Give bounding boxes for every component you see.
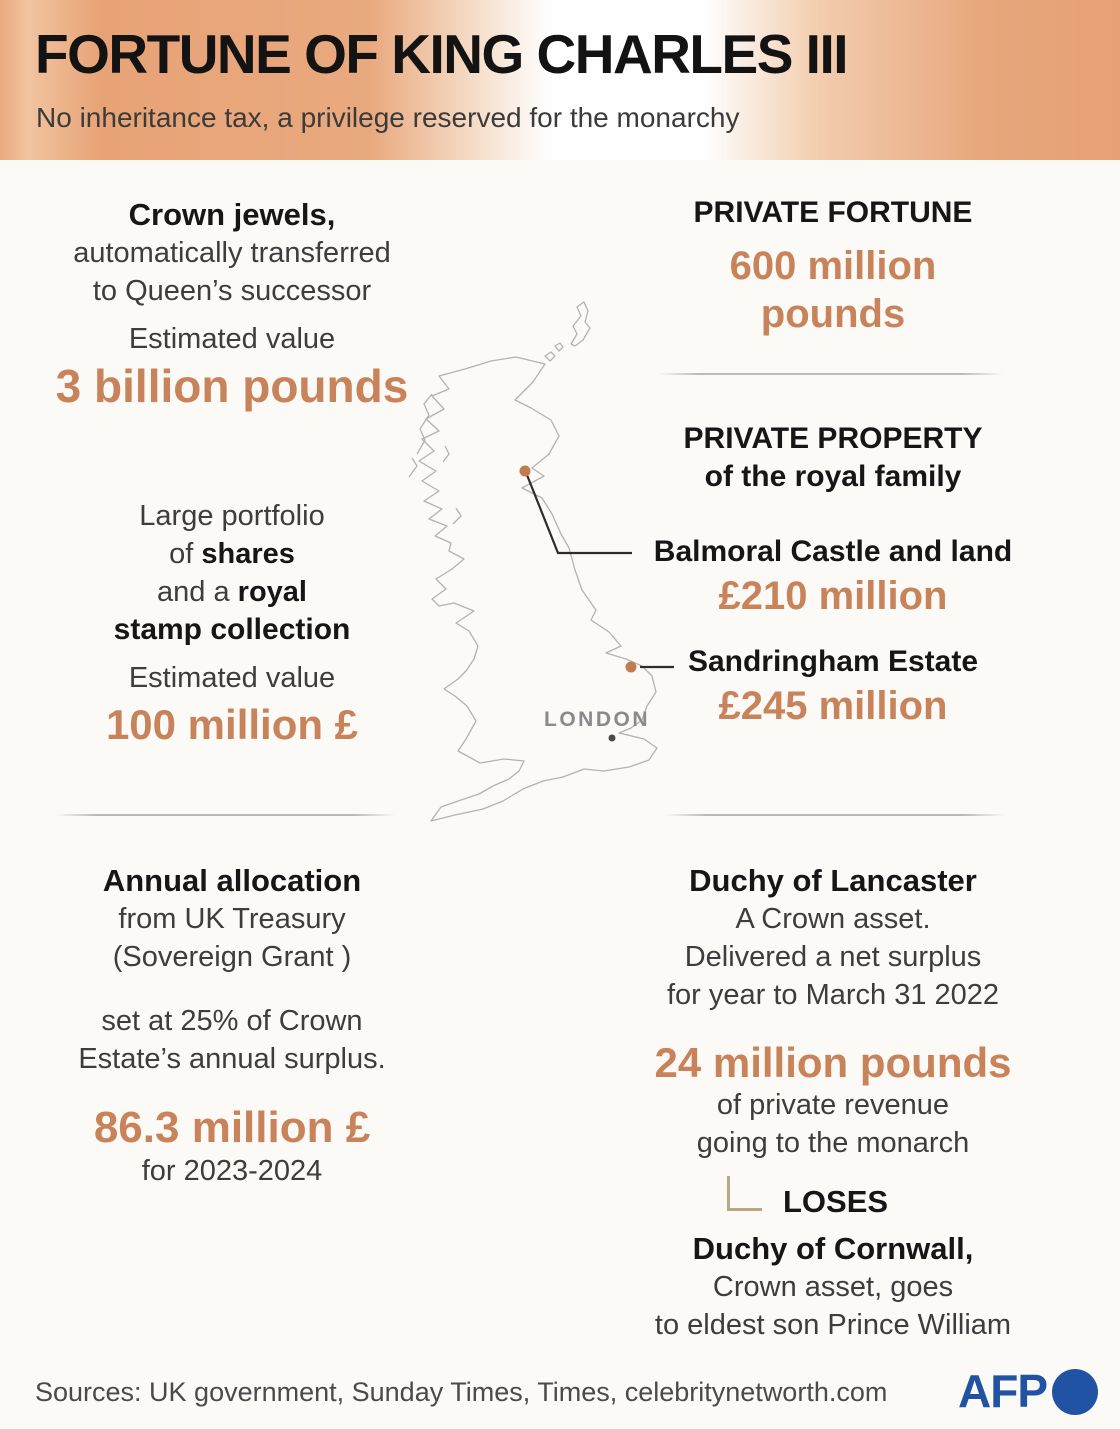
private-fortune-section xyxy=(623,194,1043,338)
crown-jewels-line1: automatically transferred xyxy=(73,237,391,269)
annual-allocation-heading: Annual allocation xyxy=(102,863,362,898)
loses-label: LOSES xyxy=(783,1184,889,1219)
crown-jewels-estimated-label: Estimated value xyxy=(128,323,336,355)
portfolio-line2-pre: of xyxy=(169,538,202,570)
page-subtitle: No inheritance tax, a privilege reserved for the monarchy xyxy=(36,102,740,133)
sandringham-item xyxy=(623,643,1043,731)
private-fortune-heading: PRIVATE FORTUNE xyxy=(693,196,973,229)
duchy-cornwall-line2: to eldest son Prince William xyxy=(654,1309,1012,1341)
duchy-lancaster-section xyxy=(623,862,1043,1162)
crown-jewels-line2: to Queen’s successor xyxy=(92,275,372,307)
portfolio-line3-bold: royal xyxy=(237,576,307,608)
portfolio-line3 xyxy=(22,573,442,611)
balmoral-name: Balmoral Castle and land xyxy=(653,535,1013,568)
annual-allocation-line3: set at 25% of Crown xyxy=(101,1005,363,1037)
divider-private-fortune xyxy=(658,373,1003,375)
portfolio-line4: stamp collection xyxy=(113,613,351,646)
afp-logo xyxy=(958,1364,1098,1418)
balmoral-value: £210 million xyxy=(718,574,948,618)
annual-allocation-section xyxy=(22,862,442,1190)
duchy-lancaster-value: 24 million pounds xyxy=(654,1039,1012,1086)
annual-allocation-period: for 2023-2024 xyxy=(141,1155,323,1187)
sandringham-marker xyxy=(626,662,637,673)
private-property-heading1: PRIVATE PROPERTY xyxy=(683,422,983,455)
divider-right xyxy=(665,814,1005,816)
duchy-cornwall-line1: Crown asset, goes xyxy=(712,1271,954,1303)
london-marker xyxy=(609,735,616,742)
sandringham-value: £245 million xyxy=(718,684,948,728)
duchy-cornwall-heading: Duchy of Cornwall, xyxy=(692,1231,974,1266)
portfolio-line1: Large portfolio xyxy=(139,500,325,532)
duchy-cornwall-section xyxy=(623,1230,1043,1344)
uk-coastline xyxy=(409,302,657,821)
annual-allocation-line4: Estate’s annual surplus. xyxy=(78,1043,386,1075)
uk-map xyxy=(395,282,685,822)
duchy-lancaster-line4: of private revenue xyxy=(716,1089,950,1121)
portfolio-section xyxy=(22,497,442,753)
balmoral-leader-line xyxy=(527,475,632,553)
portfolio-line2 xyxy=(22,535,442,573)
balmoral-marker xyxy=(520,466,531,477)
portfolio-estimated-label: Estimated value xyxy=(128,662,336,694)
london-label: LONDON xyxy=(544,708,650,731)
duchy-lancaster-line1: A Crown asset. xyxy=(735,903,931,935)
portfolio-line3-pre: and a xyxy=(157,576,238,608)
sandringham-name: Sandringham Estate xyxy=(687,645,979,678)
afp-logo-circle-icon xyxy=(1052,1369,1098,1415)
private-property-section xyxy=(623,420,1043,496)
private-property-heading2: of the royal family xyxy=(704,460,962,493)
loses-elbow-connector xyxy=(727,1176,762,1211)
portfolio-value: 100 million £ xyxy=(105,701,359,748)
annual-allocation-line1: from UK Treasury xyxy=(118,903,346,935)
balmoral-item xyxy=(623,533,1043,621)
duchy-lancaster-heading: Duchy of Lancaster xyxy=(689,863,977,898)
portfolio-line2-bold: shares xyxy=(201,538,295,570)
duchy-lancaster-line2: Delivered a net surplus xyxy=(684,941,982,973)
crown-jewels-value: 3 billion pounds xyxy=(55,360,409,412)
duchy-lancaster-line3: for year to March 31 2022 xyxy=(666,979,1000,1011)
header-banner xyxy=(0,0,1120,160)
annual-allocation-value: 86.3 million £ xyxy=(93,1103,371,1152)
page-title: FORTUNE OF KING CHARLES III xyxy=(35,23,847,85)
private-fortune-value: 600 million pounds xyxy=(729,244,937,336)
afp-logo-text: AFP xyxy=(958,1365,1047,1417)
annual-allocation-line2: (Sovereign Grant ) xyxy=(112,941,352,973)
crown-jewels-section xyxy=(22,196,442,414)
divider-left xyxy=(55,814,395,816)
crown-jewels-heading: Crown jewels, xyxy=(128,197,336,232)
sources-text: Sources: UK government, Sunday Times, Times, celebritynetworth.com xyxy=(35,1377,888,1407)
duchy-lancaster-line5: going to the monarch xyxy=(696,1127,970,1159)
